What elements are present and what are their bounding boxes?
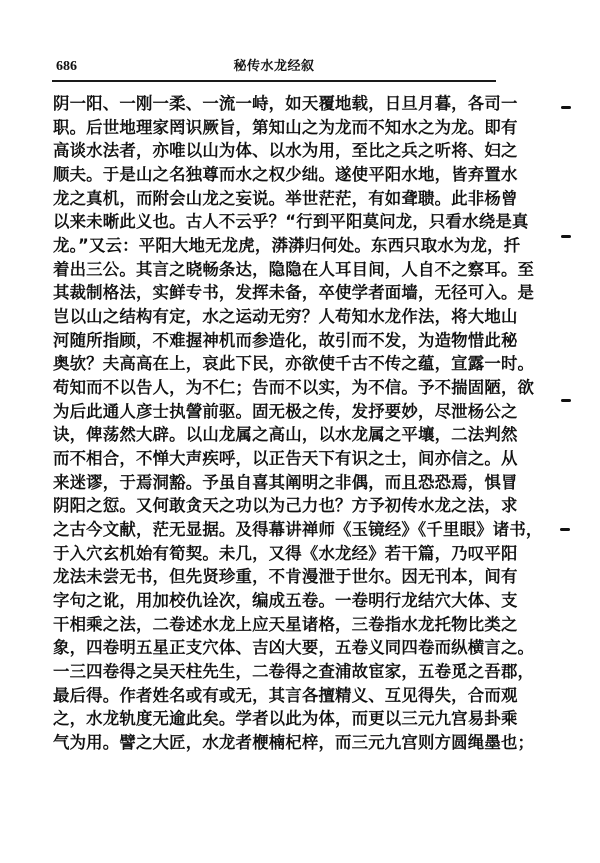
text-line: 诀，俾荡然大辟。以山龙属之高山，以水龙属之平壤，二法判然 (53, 425, 518, 445)
text-line: 而不相合，不惮大声疾呼，以正告天下有识之士，间亦信之。从 (53, 449, 518, 468)
text-line: 顺夫。于是山之名独尊而水之权少绌。遂使平阳水地，皆弃置水 (53, 165, 518, 185)
text-line: 阴一阳、一刚一柔、一流一峙，如天覆地载，日旦月暮，各司一 (53, 94, 518, 114)
margin-mark (561, 399, 571, 402)
text-line: 河随所指顾，不难握神机而参造化，故引而不发，为造物惜此秘 (53, 330, 518, 350)
text-line: 以来未晰此义也。古人不云乎？“行到平阳莫问龙，只看水绕是真 (53, 212, 529, 232)
text-line: 着出三公。其言之晓畅条达，隐隐在人耳目间，人自不之察耳。至 (53, 259, 535, 279)
text-line: 岂以山之结构有定，水之运动无穷？人苟知水龙作法，将大地山 (53, 307, 518, 327)
text-line: 干相乘之法，二卷述水龙上应天星诸格，三卷指水龙托物比类之 (53, 614, 518, 634)
text-line: 之，水龙轨度无逾此矣。学者以此为体，而更以三元九宫易卦乘 (53, 709, 518, 729)
text-line: 龙法未尝无书，但先贤珍重，不肯漫泄于世尔。因无刊本，间有 (53, 567, 518, 587)
text-line: 最后得。作者姓名或有或无，其言各擅精义、互见得失，合而观 (53, 685, 518, 705)
text-line: 之古今文献，茫无显据。及得幕讲禅师《玉镜经》《千里眼》诸书， (53, 519, 543, 539)
text-line: 龙。”又云：平阳大地无龙虎，漭漭归何处。东西只取水为龙，扦 (53, 236, 521, 256)
text-line: 象，四卷明五星正支穴体、吉凶大要，五卷义同四卷而纵横言之。 (53, 638, 535, 658)
text-line: 来迷谬，于焉洞豁。予虽自喜其阐明之非偶，而且恐恐焉，惧冒 (53, 472, 518, 492)
text-line: 其裁制格法，实鲜专书，发挥未备，卒使学者面墙，无径可入。是 (53, 283, 535, 303)
text-line: 字句之讹，用加校仇诠次，编成五卷。一卷明行龙结穴大体、支 (53, 590, 518, 610)
text-line: 职。后世地理家罔识厥旨，第知山之为龙而不知水之为龙。即有 (53, 117, 518, 137)
text-line: 为后此通人彦士执謍前驱。固无极之传，发抒要妙，尽泄杨公之 (53, 401, 518, 421)
text-line: 奥欤？夫高高在上，哀此下民，亦欲使千古不传之蕴，宣露一时。 (53, 354, 535, 374)
header-rule (52, 80, 496, 82)
text-line: 阴阳之愆。又何敢贪天之功以为己力也？方予初传水龙之法，求 (53, 496, 518, 516)
text-line: 苟知而不以告人，为不仁；告而不以实，为不信。予不揣固陋，欲 (53, 378, 535, 398)
page-number: 686 (56, 59, 77, 74)
margin-mark (561, 106, 571, 109)
margin-mark (561, 235, 571, 238)
margin-mark (560, 528, 570, 531)
text-line: 于入穴玄机始有筍契。未几，又得《水龙经》若干篇，乃叹平阳 (53, 543, 518, 563)
running-title: 秘传水龙经叙 (233, 59, 315, 74)
text-line: 一三四卷得之吴天柱先生，二卷得之查浦故宦家，五卷觅之吾郡， (53, 661, 535, 681)
page-header (52, 56, 496, 80)
body-text (53, 92, 543, 754)
text-line: 高谈水法者，亦唯以山为体、以水为用，至比之兵之听将、妇之 (53, 141, 518, 161)
text-line: 气为用。譬之大匠，水龙者楩楠杞梓，而三元九宫则方圆绳墨也； (53, 732, 535, 752)
text-line: 龙之真机，而附会山龙之妄说。举世茫茫，有如聋聩。此非杨曾 (53, 188, 518, 208)
